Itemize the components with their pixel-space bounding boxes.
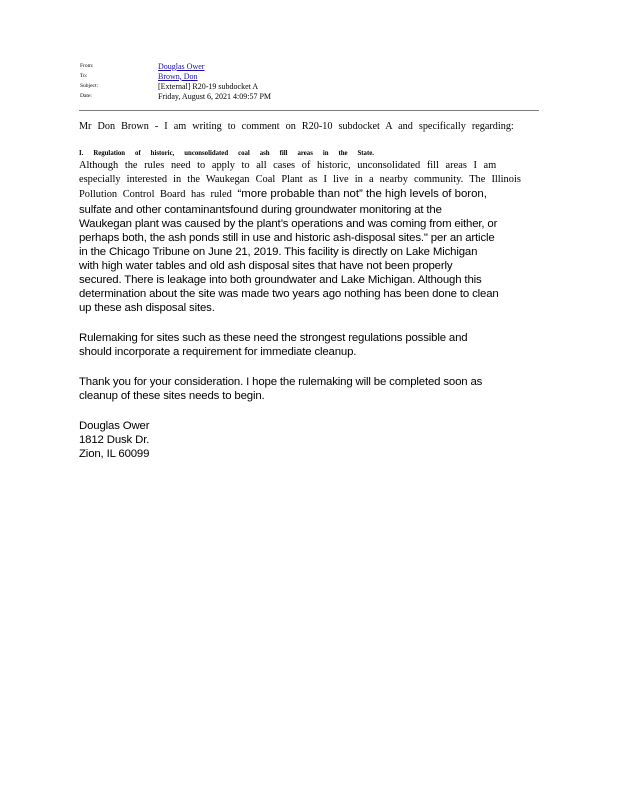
header-divider xyxy=(79,110,539,111)
salutation: Mr Don Brown - I am writing to comment on R20-10 subdocket A and specifically regarding: xyxy=(79,121,514,132)
paragraph-line: Rulemaking for sites such as these need the strongest regulations possible and xyxy=(79,332,468,344)
header-to-row xyxy=(80,71,271,81)
from-link[interactable]: Douglas Ower xyxy=(158,61,205,71)
header-date-row xyxy=(80,91,271,101)
signature-city: Zion, IL 60099 xyxy=(79,448,150,460)
to-link[interactable]: Brown, Don xyxy=(158,71,198,81)
paragraph-line: up these ash disposal sites. xyxy=(79,302,215,314)
paragraph-line-quote-part: “more probable than not” the high levels of boron, xyxy=(237,188,487,200)
paragraph-line-mixed xyxy=(79,188,487,200)
paragraph-line: cleanup of these sites needs to begin. xyxy=(79,390,265,402)
signature-name: Douglas Ower xyxy=(79,420,150,432)
paragraph-line: especially interested in the Waukegan Coal Plant as I live in a nearby community. The Illinois xyxy=(79,174,521,185)
paragraph-line: Waukegan plant was caused by the plant’s operations and was coming from either, or xyxy=(79,218,498,230)
email-header xyxy=(80,61,271,101)
signature-address: 1812 Dusk Dr. xyxy=(79,434,150,446)
paragraph-line: perhaps both, the ash ponds still in use and historic ash-disposal sites." per an article xyxy=(79,232,495,244)
date-value: Friday, August 6, 2021 4:09:57 PM xyxy=(158,91,272,101)
header-from-row xyxy=(80,61,271,71)
paragraph-line: should incorporate a requirement for immediate cleanup. xyxy=(79,346,357,358)
paragraph-line: secured. There is leakage into both groundwater and Lake Michigan. Although this xyxy=(79,274,482,286)
paragraph-line-serif-part: Pollution Control Board has ruled xyxy=(79,189,232,200)
header-subject-row xyxy=(80,81,271,91)
paragraph-line: Although the rules need to apply to all cases of historic, unconsolidated fill areas I am xyxy=(79,160,497,171)
subject-label: Subject: xyxy=(80,83,99,89)
date-label: Date: xyxy=(80,93,92,99)
paragraph-line: with high water tables and old ash disposal sites that have not been properly xyxy=(79,260,453,272)
from-label: From: xyxy=(80,63,94,69)
subject-value: [External] R20-19 subdocket A xyxy=(158,81,259,91)
section-heading: I. Regulation of historic, unconsolidated coal ash fill areas in the State. xyxy=(79,148,374,157)
paragraph-line: determination about the site was made two years ago nothing has been done to clean xyxy=(79,288,499,300)
to-label: To: xyxy=(80,73,88,79)
paragraph-line: Thank you for your consideration. I hope the rulemaking will be completed soon as xyxy=(79,376,483,388)
paragraph-line: sulfate and other contaminantsfound during groundwater monitoring at the xyxy=(79,204,442,216)
paragraph-line: in the Chicago Tribune on June 21, 2019. This facility is directly on Lake Michigan xyxy=(79,246,478,258)
